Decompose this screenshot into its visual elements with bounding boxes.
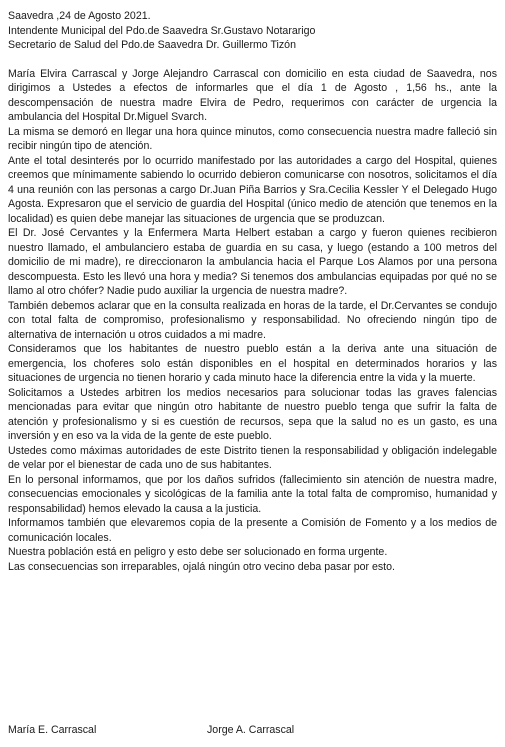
paragraph: En lo personal informamos, que por los daños sufridos (fallecimiento sin atención de nuestra madre, consecuencias emocionales y sicológicas de la familia ante la total falta de compromiso, humanidad y responsabilidad) hemos elevado la causa a la justicia. <box>8 473 497 515</box>
letter-body <box>8 67 497 575</box>
signature-maria: María E. Carrascal <box>8 724 97 736</box>
paragraph: También debemos aclarar que en la consulta realizada en horas de la tarde, el Dr.Cervantes se condujo con total falta de compromiso, profesionalismo y responsabilidad. No ofreciendo ningún tipo de alternativa de internación u otros cuidados a mi madre. <box>8 299 497 341</box>
paragraph: La misma se demoró en llegar una hora quince minutos, como consecuencia nuestra madre falleció sin recibir ningún tipo de atención. <box>8 125 497 152</box>
header-spacer <box>8 53 497 67</box>
paragraph: El Dr. José Cervantes y la Enfermera Marta Helbert estaban a cargo y fueron quienes recibieron nuestro llamado, el ambulanciero estaba de guardia en su casa, y luego (estando a 100 metros del domicilio de mi madre), re direccionaron la ambulancia hacia el Parque Los Alamos por una persona descompuesta. Esto les llevó una hora y media? Si tenemos dos ambulancias equipadas por qué no se llamo al otro chófer? Nadie pudo auxiliar la urgencia de nuestra madre?. <box>8 227 497 297</box>
paragraph: Nuestra población está en peligro y esto debe ser solucionado en forma urgente. <box>8 546 388 558</box>
recipient-secretario: Secretario de Salud del Pdo.de Saavedra Dr. Guillermo Tizón <box>8 39 296 51</box>
paragraph: Ante el total desinterés por lo ocurrido manifestado por las autoridades a cargo del Hospital, quienes creemos que mínimamente sabiendo lo ocurrido debieron comunicarse con nosotros, solicitamos el día 4 una reunión con las personas a cargo Dr.Juan Piña Barrios y Sra.Cecilia Kessler Y el Delegado Hugo Agosta. Expresaron que el servicio de guardia del Hospital (único medio de atención que tenemos en la localidad) es quien debe manejar las situaciones de urgencia que se produzcan. <box>8 154 497 225</box>
paragraph: Solicitamos a Ustedes arbitren los medios necesarios para solucionar todas las graves falencias mencionadas para evitar que ningún otro habitante de nuestro pueblo tenga que sufrir la falta de atención y profesionalismo y si es cuestión de recursos, sepa que la salud no es un gasto, es una inversión y en eso va la vida de la gente de este pueblo. <box>8 386 497 442</box>
paragraph: Informamos también que elevaremos copia de la presente a Comisión de Fomento y a los medios de comunicación locales. <box>8 517 497 544</box>
paragraph: Consideramos que los habitantes de nuestro pueblo están a la deriva ante una situación de emergencia, los choferes solo están disponibles en el hospital en determinados horarios y las situaciones de urgencia no tienen horario y cada minuto hace la diferencia entre la vida y la muerte. <box>8 343 497 384</box>
paragraph: Ustedes como máximas autoridades de este Distrito tienen la responsabilidad y obligación indelegable de velar por el bienestar de cada uno de sus habitantes. <box>8 444 497 471</box>
paragraph: María Elvira Carrascal y Jorge Alejandro Carrascal con domicilio en esta ciudad de Saavedra, nos dirigimos a Ustedes a efectos de informarles que el día 1 de Agosto , 1,56 hs., ante la descompensación de nuestra madre Elvira de Pedro, requerimos con carácter de urgencia la ambulancia del Hospital Dr.Miguel Svarch. <box>8 67 497 123</box>
recipient-intendente: Intendente Municipal del Pdo.de Saavedra Sr.Gustavo Notararigo <box>8 24 316 37</box>
date-line: Saavedra ,24 de Agosto 2021. <box>8 10 151 22</box>
letter-header <box>8 9 497 53</box>
signature-jorge: Jorge A. Carrascal <box>207 724 295 736</box>
paragraph: Las consecuencias son irreparables, ojalá ningún otro vecino deba pasar por esto. <box>8 560 395 573</box>
